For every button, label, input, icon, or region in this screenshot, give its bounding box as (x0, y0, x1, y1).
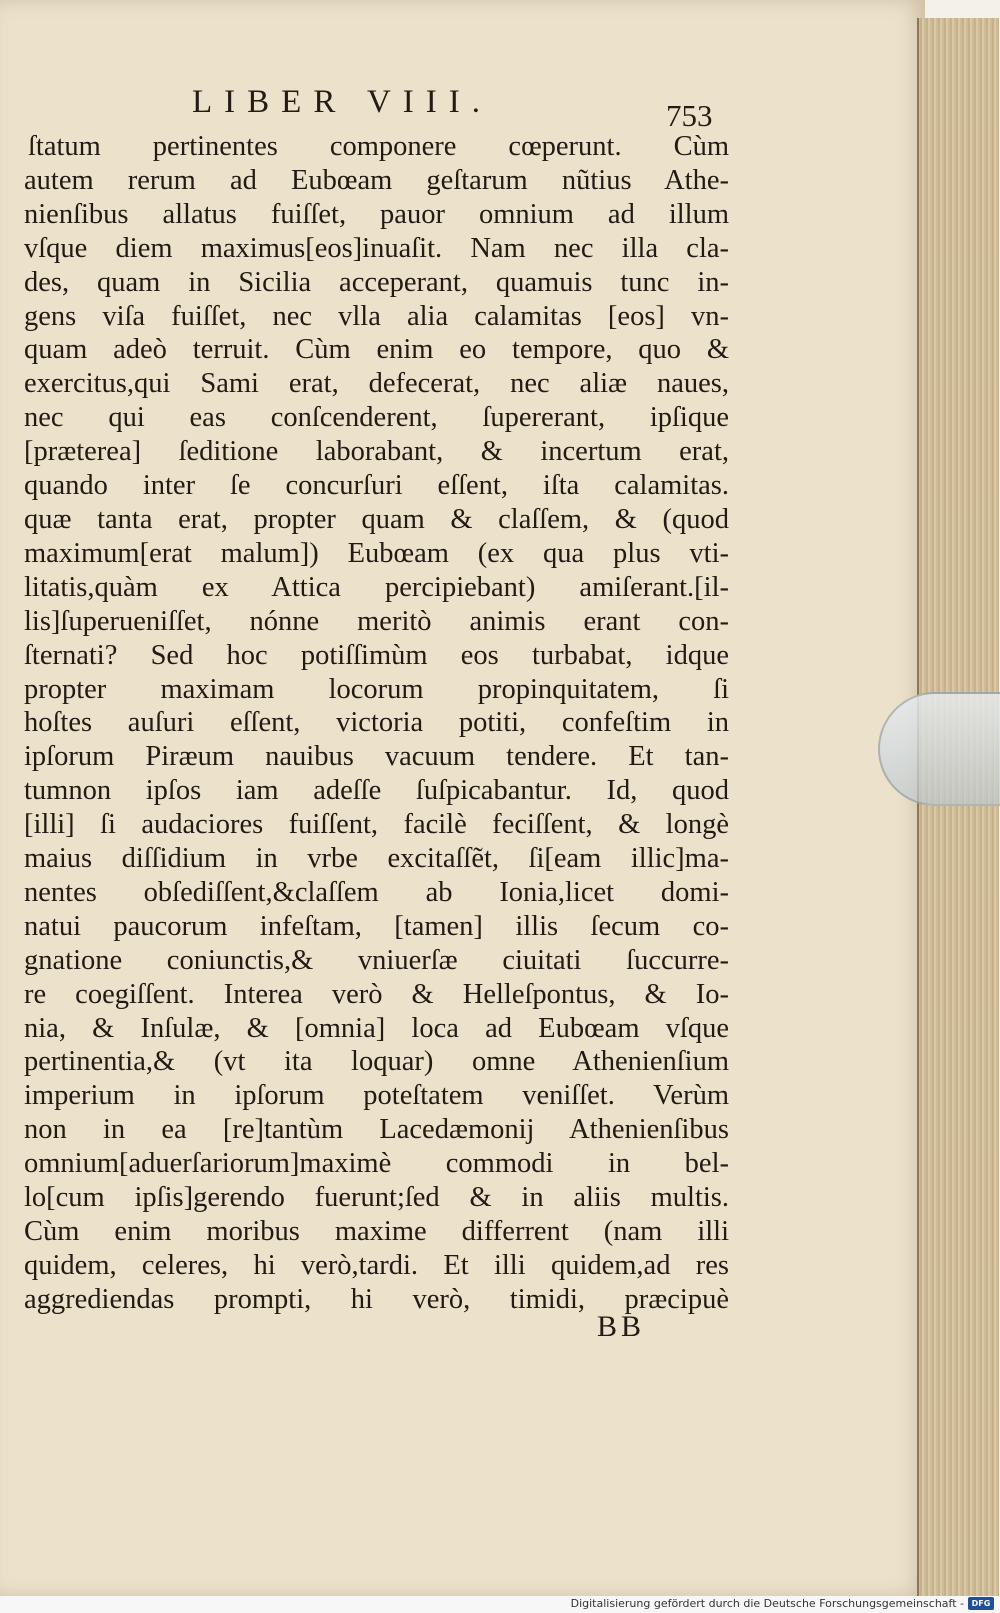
text-line: des, quam in Sicilia acceperant, quamuis tunc in- (24, 266, 729, 298)
text-line: quam adeò terruit. Cùm enim eo tempore, quo & (24, 334, 729, 366)
text-line: tumnon ipſos iam adeſſe ſuſpicabantur. Id, quod (24, 775, 729, 807)
body-text (24, 130, 729, 1317)
text-line: gnatione coniunctis,& vniuerſæ ciuitati ſuccurre- (24, 944, 729, 976)
footer-credit: Digitalisierung gefördert durch die Deutsche Forschungsgemeinschaft - (570, 1597, 964, 1610)
text-line: maius diſſidium in vrbe excitaſſẽt, ſi[eam illic]ma- (24, 843, 729, 875)
text-line: natui paucorum infeſtam, [tamen] illis ſecum co- (24, 910, 729, 942)
text-line: autem rerum ad Eubœam geſtarum nũtius Athe- (24, 164, 729, 196)
text-line: aggrediendas prompti, hi verò, timidi, præcipuè (24, 1283, 729, 1315)
folio-number: 753 (666, 98, 713, 133)
text-line: nec qui eas conſcenderent, ſupererant, ipſique (24, 402, 729, 434)
text-line: [illi] ſi audaciores fuiſſent, facilè feciſſent, & longè (24, 809, 729, 841)
text-line: Cùm enim moribus maxime differrent (nam illi (24, 1216, 729, 1247)
text-line: re coegiſſent. Interea verò & Helleſpontus, & Io- (24, 978, 729, 1010)
text-line: non in ea [re]tantùm Lacedæmonij Athenienſibus (24, 1114, 729, 1146)
text-line: lo[cum ipſis]gerendo fuerunt;ſed & in aliis multis. (24, 1182, 729, 1214)
signature-mark: BB (597, 1310, 646, 1343)
text-line: exercitus,qui Sami erat, defecerat, nec aliæ naues, (24, 368, 729, 400)
text-line: omnium[aduerſariorum]maximè commodi in bel- (24, 1148, 729, 1180)
text-line: ſtatum pertinentes componere cœperunt. Cùm (28, 131, 729, 162)
running-head: LIBER VIII. (192, 84, 493, 120)
text-line: lis]ſuperueniſſet, nónne meritò animis erant con- (24, 605, 729, 637)
text-line: hoſtes auſuri eſſent, victoria potiti, confeſtim in (24, 707, 729, 739)
text-line: quando inter ſe concurſuri eſſent, iſta calamitas. (24, 470, 729, 502)
text-line: propter maximam locorum propinquitatem, ſi (24, 673, 729, 705)
text-line: vſque diem maximus[eos]inuaſit. Nam nec illa cla- (24, 232, 729, 264)
text-line: nentes obſediſſent,&claſſem ab Ionia,licet domi- (24, 876, 729, 908)
text-line: nia, & Inſulæ, & [omnia] loca ad Eubœam vſque (24, 1012, 729, 1044)
text-line: maximum[erat malum]) Eubœam (ex qua plus vti- (24, 537, 729, 569)
dfg-logo-icon: DFG (968, 1597, 994, 1610)
text-line: litatis,quàm ex Attica percipiebant) amiſerant.[il- (24, 571, 729, 603)
text-line: gens viſa fuiſſet, nec vlla alia calamitas [eos] vn- (24, 300, 729, 332)
text-line: quidem, celeres, hi verò,tardi. Et illi quidem,ad res (24, 1249, 729, 1281)
text-line: pertinentia,& (vt ita loquar) omne Athenienſium (24, 1046, 729, 1078)
text-line: quæ tanta erat, propter quam & claſſem, & (quod (24, 503, 729, 535)
text-line: ſternati? Sed hoc potiſſimùm eos turbabat, idque (24, 639, 729, 671)
text-line: ipſorum Piræum nauibus vacuum tendere. Et tan- (24, 741, 729, 773)
text-line: [præterea] ſeditione laborabant, & incertum erat, (24, 436, 729, 468)
footer (571, 1597, 994, 1610)
page-edges (917, 18, 999, 1596)
page-clip (878, 692, 1000, 806)
text-line: nienſibus allatus fuiſſet, pauor omnium ad illum (24, 198, 729, 230)
text-line: imperium in ipſorum poteſtatem veniſſet. Verùm (24, 1080, 729, 1112)
